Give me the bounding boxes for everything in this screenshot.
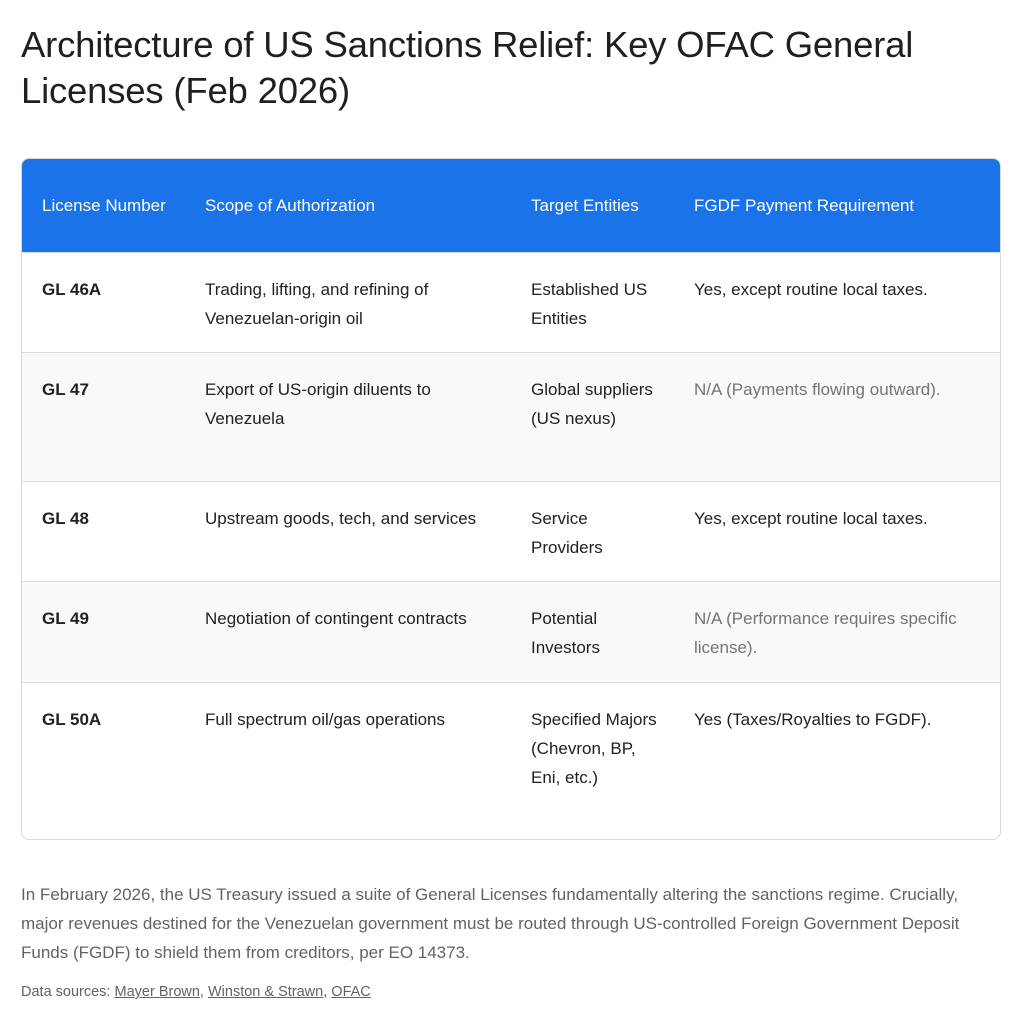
data-sources: Data sources: Mayer Brown, Winston & Strawn, OFAC [21, 984, 371, 1000]
summary-paragraph: In February 2026, the US Treasury issued a suite of General Licenses fundamentally altering the sanctions regime. Crucially, major revenues destined for the Venezuelan government must be routed through US-controlled Foreign Government Deposit Funds (FGDF) to shield them from creditors, per EO 14373. [21, 885, 960, 962]
table-row [22, 581, 1000, 682]
sources-label: Data sources: [21, 984, 111, 1000]
scope-cell: Full spectrum oil/gas operations [185, 682, 511, 839]
target-entities-cell: Global suppliers (US nexus) [511, 352, 674, 481]
fgdf-cell: N/A (Performance requires specific license). [674, 581, 1000, 682]
source-link-mayer-brown[interactable]: Mayer Brown [114, 984, 200, 1000]
column-header-target-entities: Target Entities [531, 195, 639, 215]
table-row [22, 252, 1000, 352]
column-header-license-number: License Number [42, 195, 166, 215]
fgdf-cell: N/A (Payments flowing outward). [674, 352, 1000, 481]
license-number: GL 50A [22, 682, 185, 839]
target-entities-cell: Service Providers [511, 481, 674, 581]
target-entities-cell: Potential Investors [511, 581, 674, 682]
license-number: GL 47 [22, 352, 185, 481]
column-header-fgdf-requirement: FGDF Payment Requirement [694, 195, 915, 215]
scope-cell: Negotiation of contingent contracts [185, 581, 511, 682]
page-title: Architecture of US Sanctions Relief: Key OFAC General Licenses (Feb 2026) [21, 24, 914, 111]
table-row [22, 481, 1000, 581]
source-link-ofac[interactable]: OFAC [331, 984, 371, 1000]
fgdf-cell: Yes (Taxes/Royalties to FGDF). [674, 682, 1000, 839]
licenses-table-container [21, 158, 1001, 840]
scope-cell: Upstream goods, tech, and services [185, 481, 511, 581]
license-number: GL 49 [22, 581, 185, 682]
license-number: GL 46A [22, 252, 185, 352]
licenses-table [22, 159, 1000, 839]
column-header-scope: Scope of Authorization [205, 195, 376, 215]
table-row [22, 352, 1000, 481]
table-row [22, 682, 1000, 839]
source-link-winston-strawn[interactable]: Winston & Strawn [207, 984, 324, 1000]
table-header-row [22, 159, 1000, 252]
target-entities-cell: Specified Majors (Chevron, BP, Eni, etc.) [511, 682, 674, 839]
scope-cell: Export of US-origin diluents to Venezuela [185, 352, 511, 481]
license-number: GL 48 [22, 481, 185, 581]
fgdf-cell: Yes, except routine local taxes. [674, 252, 1000, 352]
fgdf-cell: Yes, except routine local taxes. [674, 481, 1000, 581]
target-entities-cell: Established US Entities [511, 252, 674, 352]
scope-cell: Trading, lifting, and refining of Venezuelan-origin oil [185, 252, 511, 352]
